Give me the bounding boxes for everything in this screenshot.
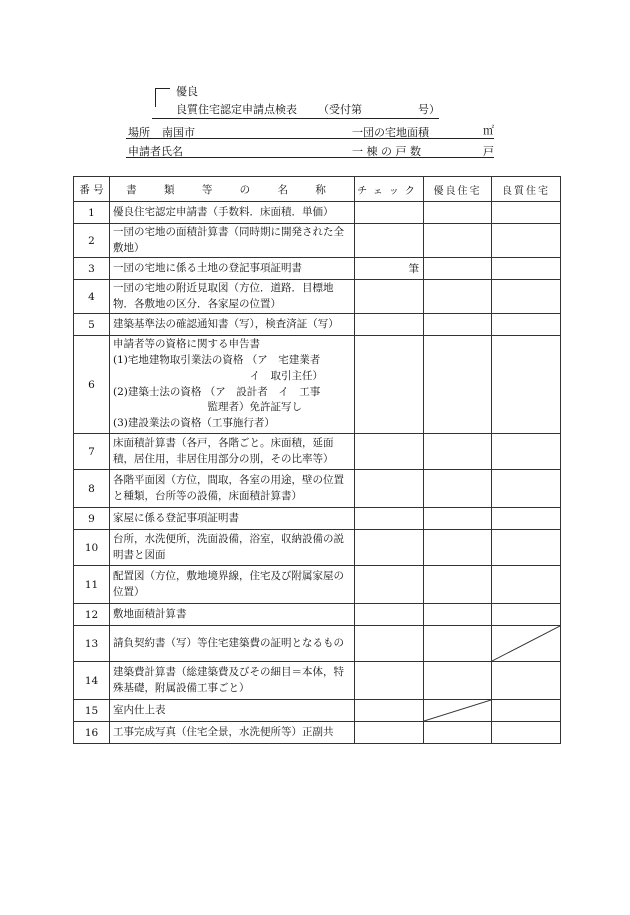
row-name: 一団の宅地の面積計算書（同時期に開発された全敷地） [110, 224, 355, 258]
row-check[interactable] [355, 566, 424, 604]
row-no: 1 [74, 202, 110, 224]
area-unit: ㎡ [483, 124, 494, 137]
row-ryoshitsu-cell[interactable] [492, 700, 561, 722]
row-name: 配置図（方位，敷地境界線，住宅及び附属家屋の位置） [110, 566, 355, 604]
row-ryoshitsu-cell[interactable] [492, 508, 561, 530]
row-name: 工事完成写真（住宅全景，水洗便所等）正副共 [110, 722, 355, 744]
row-ryoshitsu-cell[interactable] [492, 224, 561, 258]
row-yuryo-cell[interactable] [424, 258, 492, 280]
units-unit: 戸 [483, 145, 494, 158]
row-check[interactable] [355, 700, 424, 722]
row-no: 16 [74, 722, 110, 744]
table-row [74, 722, 561, 744]
units-label: 一 棟 の 戸 数 [352, 145, 421, 158]
row-yuryo-cell[interactable] [424, 722, 492, 744]
table-row [74, 604, 561, 626]
table-row [74, 566, 561, 604]
row-no: 12 [74, 604, 110, 626]
row-name: 申請者等の資格に関する申告書 (1)宅地建物取引業法の資格 （ア 宅建業者 イ 取引主任） (2)建築士法の資格 （ア 設計者 イ 工事 監理者）免許証写し (3)建設業法の資格（工事施行者） [110, 336, 355, 434]
row-check[interactable] [355, 202, 424, 224]
table-row [74, 336, 561, 434]
row-no: 9 [74, 508, 110, 530]
row-name: 床面積計算書（各戸，各階ごと。床面積，延面積，居住用，非居住用部分の別，その比率等） [110, 434, 355, 470]
row-no: 10 [74, 530, 110, 566]
row-ryoshitsu-cell[interactable] [492, 434, 561, 470]
header-ryoshitsu: 良質住宅 [492, 177, 561, 202]
row-check[interactable] [355, 604, 424, 626]
row-no: 14 [74, 662, 110, 700]
header-yuryo: 優良 [176, 85, 198, 98]
diagonal-strike [424, 700, 491, 721]
table-row [74, 280, 561, 314]
row-ryoshitsu-cell-na [492, 626, 561, 662]
receipt-label: （受付第 [318, 103, 362, 116]
table-row [74, 626, 561, 662]
row-no: 11 [74, 566, 110, 604]
row-no: 7 [74, 434, 110, 470]
row-yuryo-cell[interactable] [424, 626, 492, 662]
header-name: 書 類 等 の 名 称 [110, 177, 355, 202]
row-ryoshitsu-cell[interactable] [492, 722, 561, 744]
row-name: 一団の宅地に係る土地の登記事項証明書 [110, 258, 355, 280]
row-name: 敷地面積計算書 [110, 604, 355, 626]
table-row [74, 662, 561, 700]
area-label: 一団の宅地面積 [352, 126, 429, 139]
table-row [74, 700, 561, 722]
table-row [74, 530, 561, 566]
place-label: 場所 [128, 126, 150, 139]
checklist-table [73, 176, 561, 744]
table-row [74, 202, 561, 224]
diagonal-strike [492, 626, 560, 661]
row-name: 各階平面図（方位，間取，各室の用途，壁の位置と種類，台所等の設備，床面積計算書） [110, 470, 355, 508]
header-yuryo: 優良住宅 [424, 177, 492, 202]
row-name: 請負契約書（写）等住宅建築費の証明となるもの [110, 626, 355, 662]
row-yuryo-cell[interactable] [424, 224, 492, 258]
row-no: 3 [74, 258, 110, 280]
row-yuryo-cell[interactable] [424, 662, 492, 700]
table-header-row [74, 177, 561, 202]
form-title: 良質住宅認定申請点検表 [176, 103, 297, 116]
row-ryoshitsu-cell[interactable] [492, 314, 561, 336]
row-no: 6 [74, 336, 110, 434]
header-check: チェック [355, 177, 424, 202]
row-yuryo-cell-na [424, 700, 492, 722]
row-ryoshitsu-cell[interactable] [492, 530, 561, 566]
row-check[interactable] [355, 722, 424, 744]
table-row [74, 470, 561, 508]
row-ryoshitsu-cell[interactable] [492, 280, 561, 314]
row-no: 15 [74, 700, 110, 722]
row-ryoshitsu-cell[interactable] [492, 662, 561, 700]
table-row [74, 314, 561, 336]
row-ryoshitsu-cell[interactable] [492, 470, 561, 508]
table-row [74, 508, 561, 530]
row2-underline [126, 157, 494, 158]
row-name: 室内仕上表 [110, 700, 355, 722]
row-check[interactable] [355, 662, 424, 700]
table-row [74, 434, 561, 470]
row-check[interactable] [355, 508, 424, 530]
row-ryoshitsu-cell[interactable] [492, 258, 561, 280]
row-yuryo-cell[interactable] [424, 604, 492, 626]
row-check[interactable] [355, 336, 424, 434]
receipt-suffix: 号） [418, 103, 440, 116]
row-yuryo-cell[interactable] [424, 434, 492, 470]
row-check[interactable] [355, 470, 424, 508]
row-name: 優良住宅認定申請書（手数料．床面積．単価） [110, 202, 355, 224]
row-yuryo-cell[interactable] [424, 336, 492, 434]
row-no: 2 [74, 224, 110, 258]
row-name: 建築費計算書（総建築費及びその細目＝本体，特殊基礎，附属設備工事ごと） [110, 662, 355, 700]
row-check[interactable]: 筆 [355, 258, 424, 280]
title-underline [152, 118, 439, 119]
row-name: 家屋に係る登記事項証明書 [110, 508, 355, 530]
row-no: 13 [74, 626, 110, 662]
header-no: 番 号 [74, 177, 110, 202]
row-ryoshitsu-cell[interactable] [492, 336, 561, 434]
row-ryoshitsu-cell[interactable] [492, 604, 561, 626]
row-no: 8 [74, 470, 110, 508]
row-name: 台所，水洗便所，洗面設備，浴室，収納設備の説明書と図面 [110, 530, 355, 566]
place-value: 南国市 [162, 126, 195, 139]
title-bracket [155, 88, 170, 107]
row-name: 一団の宅地の附近見取図（方位．道路．目標地物．各敷地の区分．各家屋の位置） [110, 280, 355, 314]
row-check[interactable] [355, 224, 424, 258]
row-yuryo-cell[interactable] [424, 508, 492, 530]
row-yuryo-cell[interactable] [424, 566, 492, 604]
row-no: 5 [74, 314, 110, 336]
row-name: 建築基準法の確認通知書（写），検査済証（写） [110, 314, 355, 336]
table-row [74, 258, 561, 280]
row1-underline [126, 138, 494, 139]
row-ryoshitsu-cell[interactable] [492, 202, 561, 224]
table-row [74, 224, 561, 258]
row-no: 4 [74, 280, 110, 314]
row-yuryo-cell[interactable] [424, 202, 492, 224]
row-check[interactable] [355, 280, 424, 314]
row-yuryo-cell[interactable] [424, 470, 492, 508]
row-check[interactable] [355, 314, 424, 336]
row-check[interactable] [355, 434, 424, 470]
row-yuryo-cell[interactable] [424, 530, 492, 566]
row-check[interactable] [355, 530, 424, 566]
row-check[interactable] [355, 626, 424, 662]
row-ryoshitsu-cell[interactable] [492, 566, 561, 604]
applicant-label: 申請者氏名 [128, 145, 183, 158]
row-yuryo-cell[interactable] [424, 280, 492, 314]
row-yuryo-cell[interactable] [424, 314, 492, 336]
